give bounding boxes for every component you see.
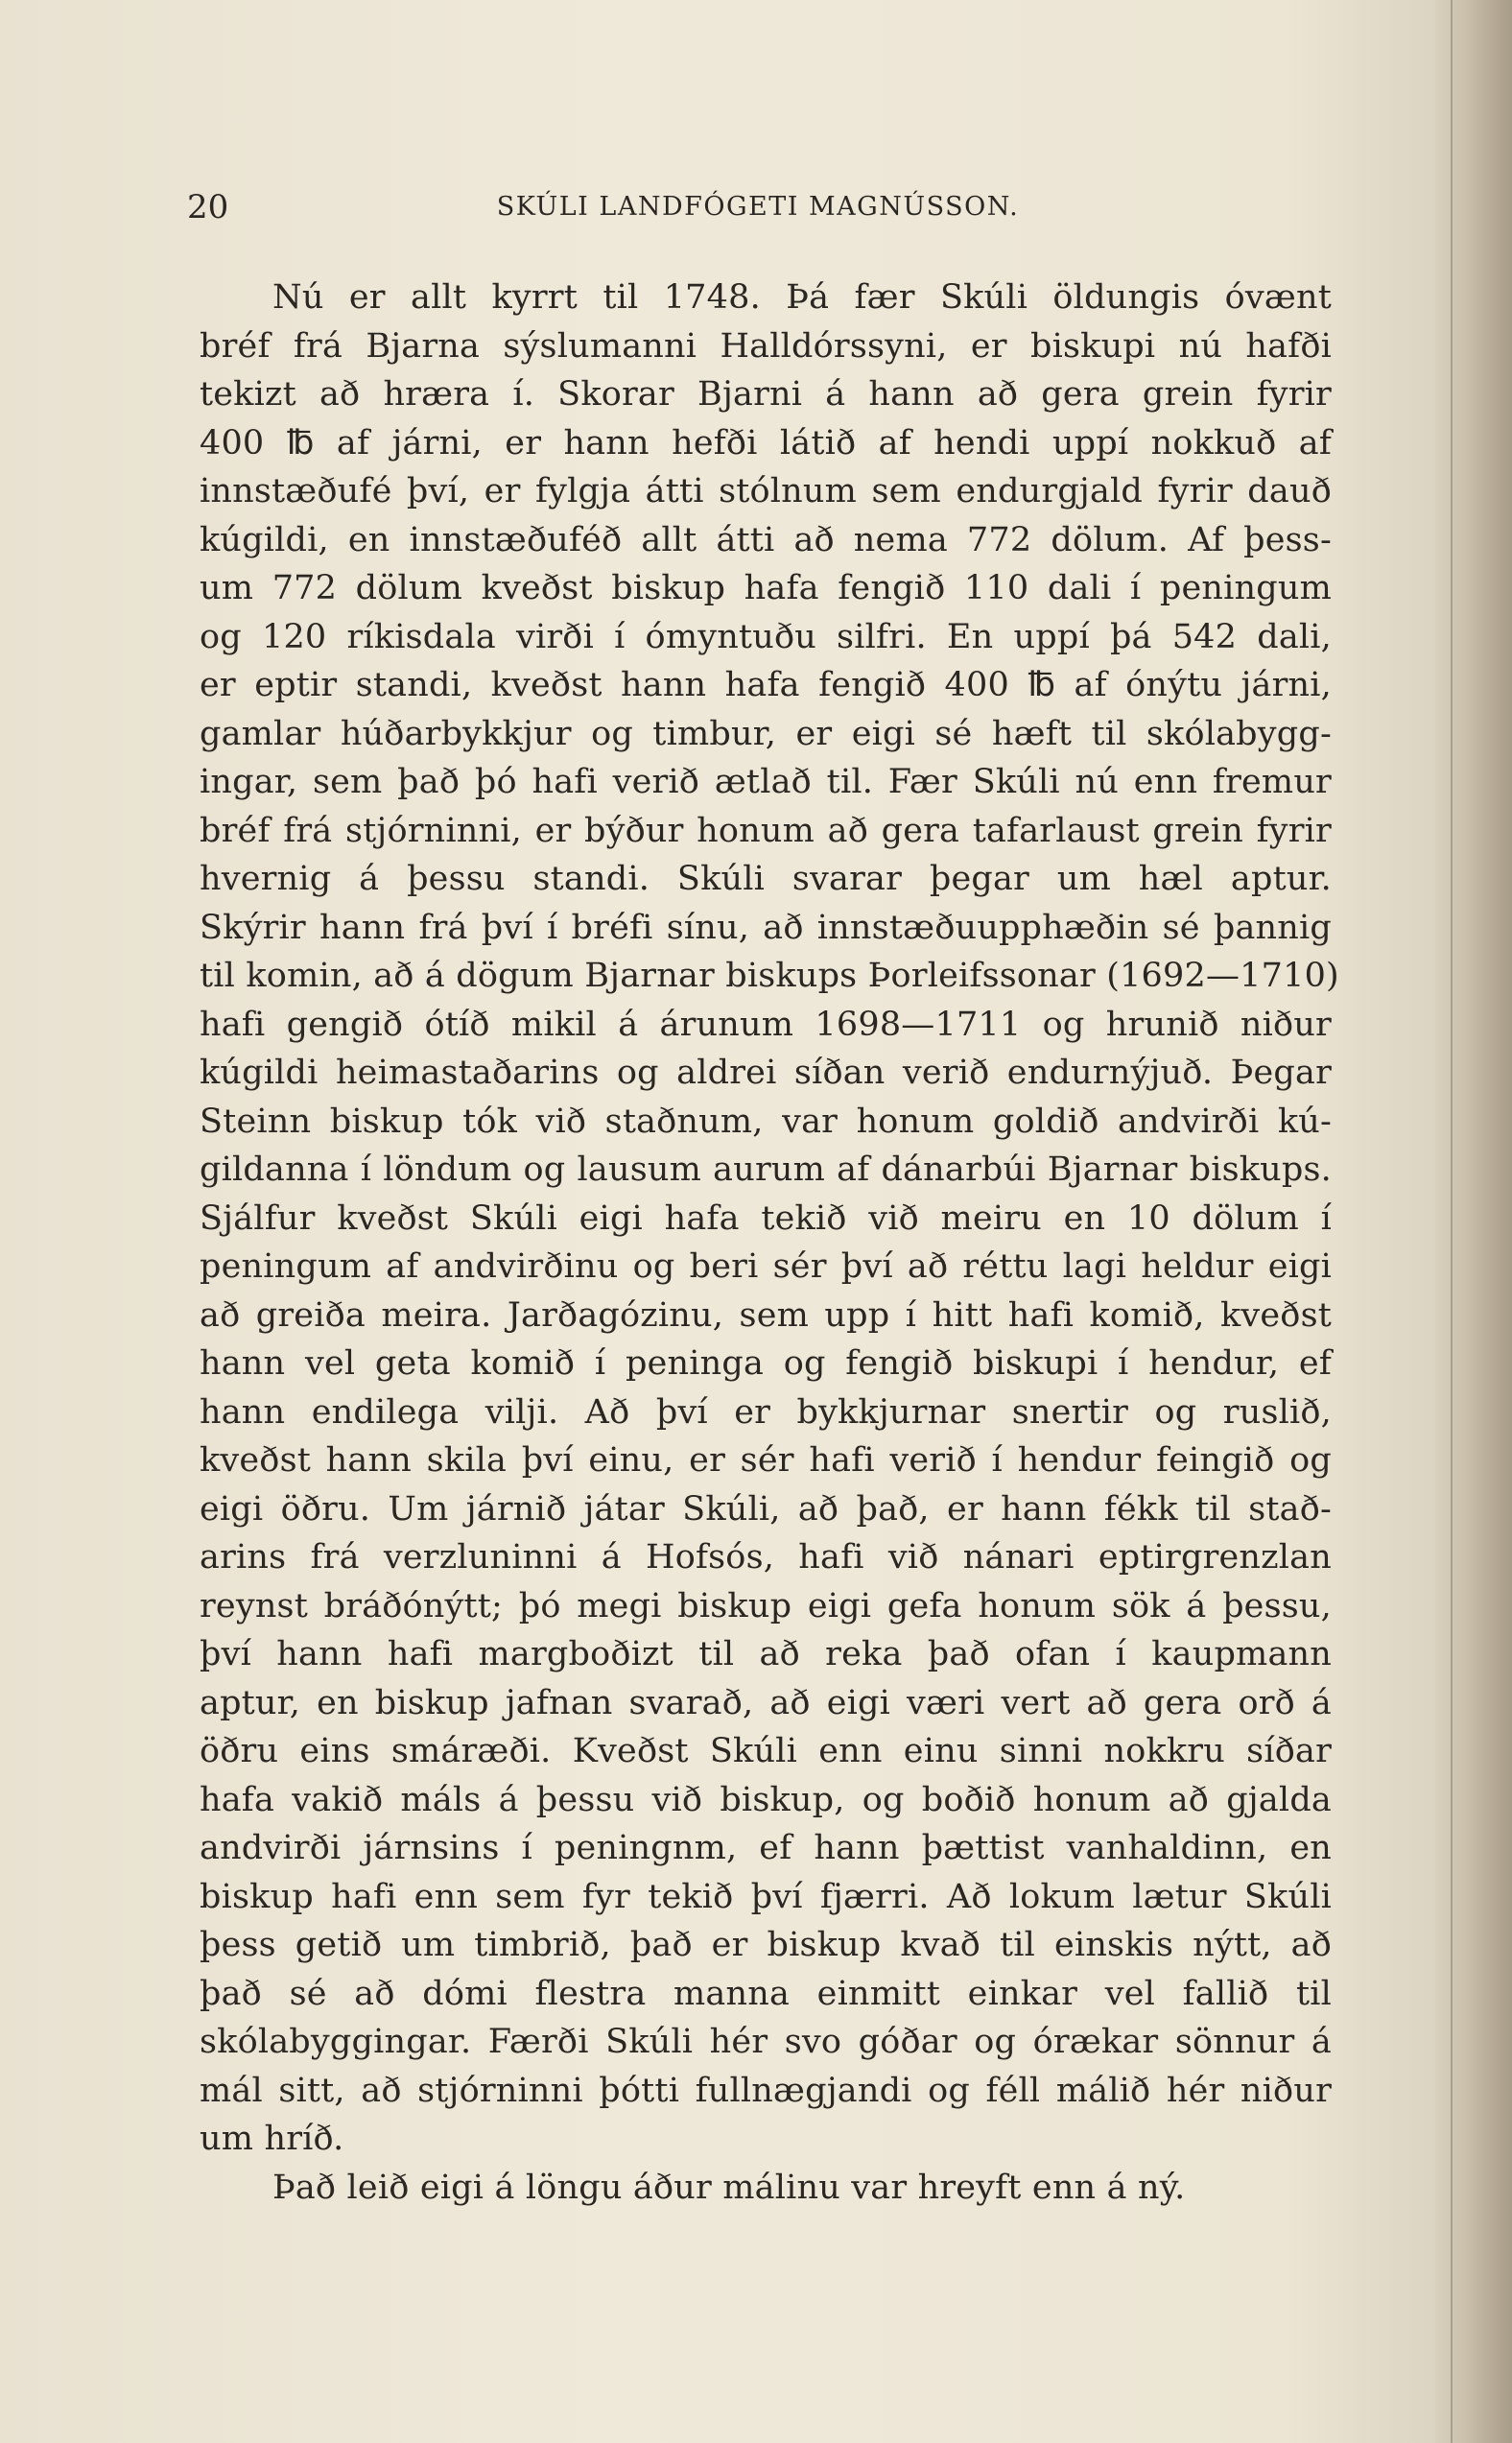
text-line: peningum af andvirðinu og beri sér því að réttu lagi heldur eigi — [200, 1247, 1332, 1286]
text-line: hann endilega vilji. Að því er bykkjurnar snertir og ruslið, — [200, 1392, 1332, 1432]
text-line: mál sitt, að stjórninni þótti fullnægjandi og féll málið hér niður — [200, 2071, 1332, 2110]
text-line: innstæðufé því, er fylgja átti stólnum sem endurgjald fyrir dauð — [200, 472, 1332, 510]
text-line: því hann hafi margboðizt til að reka það ofan í kaupmann — [200, 1635, 1332, 1673]
text-line: hafa vakið máls á þessu við biskup, og boðið honum að gjalda — [200, 1780, 1332, 1819]
page-number: 20 — [187, 188, 229, 226]
text-line: bréf frá Bjarna sýslumanni Halldórssyni, er biskupi nú hafði — [200, 326, 1332, 366]
text-line: Það leið eigi á löngu áður málinu var hreyft enn á ný. — [272, 2168, 1186, 2207]
text-line: tekizt að hræra í. Skorar Bjarni á hann að gera grein fyrir — [200, 375, 1332, 414]
text-line: það sé að dómi flestra manna einmitt einkar vel fallið til — [200, 1974, 1332, 2013]
running-title: SKÚLI LANDFÓGETI MAGNÚSSON. — [496, 192, 1020, 222]
text-line: Sjálfur kveðst Skúli eigi hafa tekið við meiru en 10 dölum í — [200, 1198, 1332, 1238]
text-line: Steinn biskup tók við staðnum, var honum goldið andvirði kú- — [200, 1102, 1332, 1141]
text-line: kveðst hann skila því einu, er sér hafi verið í hendur feingið og — [200, 1441, 1332, 1480]
text-line: bréf frá stjórninni, er býður honum að gera tafarlaust grein fyrir — [200, 811, 1332, 850]
text-line: reynst bráðónýtt; þó megi biskup eigi gefa honum sök á þessu, — [200, 1586, 1332, 1625]
text-line: Skýrir hann frá því í bréfi sínu, að innstæðuupphæðin sé þannig — [200, 908, 1332, 947]
text-line: hafi gengið ótíð mikil á árunum 1698—1711 og hrunið niður — [200, 1005, 1332, 1044]
text-line: til komin, að á dögum Bjarnar biskups Þorleifssonar (1692—1710) — [200, 957, 1339, 995]
book-binding-edge — [1435, 0, 1512, 2443]
text-line: Nú er allt kyrrt til 1748. Þá fær Skúli öldungis óvænt — [272, 278, 1332, 317]
body-text — [200, 273, 1339, 2212]
text-line: gamlar húðarbykkjur og timbur, er eigi sé hæft til skólabygg- — [200, 714, 1332, 753]
text-line: þess getið um timbrið, það er biskup kvað til einskis nýtt, að — [200, 1926, 1332, 1964]
text-line: hann vel geta komið í peninga og fengið biskupi í hendur, ef — [200, 1344, 1332, 1383]
text-line: ingar, sem það þó hafi verið ætlað til. Fær Skúli nú enn fremur — [200, 763, 1332, 801]
text-line: að greiða meira. Jarðagózinu, sem upp í hitt hafi komið, kveðst — [200, 1295, 1332, 1335]
binding-fold-line — [1451, 0, 1453, 2443]
text-line: arins frá verzluninni á Hofsós, hafi við nánari eptirgrenzlan — [200, 1538, 1332, 1577]
text-line: öðru eins smáræði. Kveðst Skúli enn einu sinni nokkru síðar — [200, 1732, 1332, 1770]
text-line: um 772 dölum kveðst biskup hafa fengið 110 dali í peningum — [200, 569, 1332, 607]
text-line: biskup hafi enn sem fyr tekið því fjærri. Að lokum lætur Skúli — [200, 1877, 1332, 1916]
text-line: aptur, en biskup jafnan svarað, að eigi væri vert að gera orð á — [200, 1683, 1332, 1722]
text-line: um hríð. — [200, 2120, 344, 2158]
text-line: eigi öðru. Um járnið játar Skúli, að það, er hann fékk til stað- — [200, 1489, 1332, 1529]
text-line: kúgildi, en innstæðuféð allt átti að nema 772 dölum. Af þess- — [200, 520, 1332, 559]
page-header — [187, 186, 1329, 234]
text-line: er eptir standi, kveðst hann hafa fengið 400 ℔ af ónýtu járni, — [200, 666, 1332, 704]
text-line: hvernig á þessu standi. Skúli svarar þegar um hæl aptur. — [200, 860, 1332, 898]
text-line: gildanna í löndum og lausum aurum af dánarbúi Bjarnar biskups. — [200, 1150, 1332, 1189]
text-line: 400 ℔ af járni, er hann hefði látið af hendi uppí nokkuð af — [200, 423, 1332, 463]
text-line: andvirði járnsins í peningnm, ef hann þættist vanhaldinn, en — [200, 1829, 1332, 1867]
text-line: skólabyggingar. Færði Skúli hér svo góðar og órækar sönnur á — [200, 2023, 1332, 2061]
text-line: og 120 ríkisdala virði í ómyntuðu silfri. En uppí þá 542 dali, — [200, 617, 1332, 656]
text-line: kúgildi heimastaðarins og aldrei síðan verið endurnýjuð. Þegar — [200, 1054, 1332, 1092]
